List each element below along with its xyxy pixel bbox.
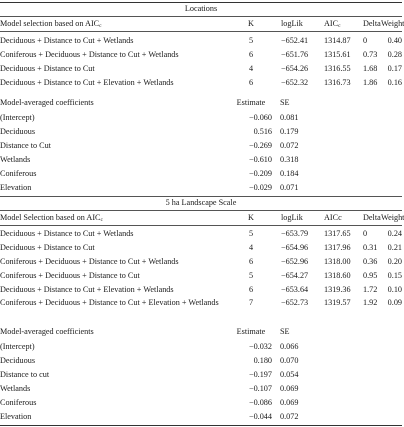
coef-row bbox=[0, 168, 402, 179]
k-header: K bbox=[248, 213, 254, 222]
model-k: 7 bbox=[248, 298, 254, 307]
model-delta: 0.36 bbox=[363, 257, 378, 266]
coef-estimate: −0.086 bbox=[248, 398, 272, 407]
model-loglik: −652.73 bbox=[281, 298, 309, 307]
coef-estimate: 0.516 bbox=[253, 127, 272, 136]
model-row bbox=[0, 35, 402, 46]
coef-name: Deciduous bbox=[0, 356, 36, 365]
model-delta: 0.73 bbox=[363, 50, 378, 59]
coef-row bbox=[0, 112, 402, 123]
coef-header-row bbox=[0, 97, 402, 108]
header-rule bbox=[0, 31, 402, 32]
k-header: K bbox=[248, 19, 254, 28]
coef-name: (Intercept) bbox=[0, 113, 35, 122]
model-aic: 1318.00 bbox=[324, 257, 351, 266]
model-aic: 1317.96 bbox=[324, 243, 351, 252]
coef-estimate: −0.107 bbox=[248, 384, 272, 393]
model-name: Deciduous + Distance to Cut + Wetlands bbox=[0, 229, 134, 238]
model-delta: 1.86 bbox=[363, 78, 378, 87]
coef-se: 0.069 bbox=[280, 398, 299, 407]
weight-header: Weight bbox=[381, 213, 404, 222]
model-header-row bbox=[0, 212, 402, 223]
aic-header: AICc bbox=[324, 213, 342, 222]
estimate-header: Estimate bbox=[236, 98, 266, 107]
model-row bbox=[0, 298, 402, 318]
model-k: 5 bbox=[248, 36, 254, 45]
coef-se: 0.066 bbox=[280, 342, 299, 351]
coef-row bbox=[0, 369, 402, 380]
model-delta: 1.72 bbox=[363, 285, 378, 294]
model-delta: 0 bbox=[363, 36, 368, 45]
coef-estimate: −0.610 bbox=[248, 155, 272, 164]
model-loglik: −654.27 bbox=[281, 271, 309, 280]
table-title: Locations bbox=[184, 4, 218, 13]
coef-estimate: −0.197 bbox=[248, 370, 272, 379]
aic-header: $AIC_c$ bbox=[324, 19, 341, 29]
coef-estimate: −0.044 bbox=[248, 412, 272, 421]
coef-name: Coniferous bbox=[0, 398, 37, 407]
coef-se: 0.054 bbox=[280, 370, 299, 379]
model-loglik: −651.76 bbox=[281, 50, 309, 59]
coef-name: Coniferous bbox=[0, 169, 37, 178]
model-row bbox=[0, 256, 402, 267]
coef-se: 0.070 bbox=[280, 356, 299, 365]
model-aic: 1314.87 bbox=[324, 36, 351, 45]
model-aic: 1318.60 bbox=[324, 271, 351, 280]
model-delta: 0.31 bbox=[363, 243, 378, 252]
coef-name: Elevation bbox=[0, 183, 32, 192]
loglik-header: logLik bbox=[281, 19, 303, 28]
model-k: 4 bbox=[248, 64, 254, 73]
section-rule bbox=[0, 16, 402, 17]
model-weight: 0.20 bbox=[387, 257, 402, 266]
model-loglik: −652.96 bbox=[281, 257, 309, 266]
model-k: 5 bbox=[248, 271, 254, 280]
coef-row bbox=[0, 411, 402, 422]
coef-header-label: Model-averaged coefficients bbox=[0, 327, 94, 336]
coef-estimate: −0.029 bbox=[248, 183, 272, 192]
se-header: SE bbox=[280, 98, 290, 107]
model-aic: 1316.73 bbox=[324, 78, 351, 87]
model-name: Deciduous + Distance to Cut + Elevation + Wetlands bbox=[0, 285, 174, 294]
model-name: Coniferous + Deciduous + Distance to Cut + Wetlands bbox=[0, 257, 179, 266]
coef-row bbox=[0, 383, 402, 394]
model-weight: 0.21 bbox=[387, 243, 402, 252]
coef-se: 0.184 bbox=[280, 169, 299, 178]
model-weight: 0.10 bbox=[387, 285, 402, 294]
section-rule bbox=[0, 210, 402, 211]
coef-name: (Intercept) bbox=[0, 342, 35, 351]
weight-header: Weight bbox=[381, 19, 404, 28]
coef-header-row bbox=[0, 326, 402, 337]
model-name: Deciduous + Distance to Cut bbox=[0, 243, 95, 252]
coef-estimate: −0.269 bbox=[248, 141, 272, 150]
model-delta: 0 bbox=[363, 229, 368, 238]
coef-se: 0.072 bbox=[280, 412, 299, 421]
coef-se: 0.081 bbox=[280, 113, 299, 122]
model-loglik: −653.79 bbox=[281, 229, 309, 238]
coef-name: Wetlands bbox=[0, 155, 31, 164]
header-rule bbox=[0, 225, 402, 226]
model-k: 4 bbox=[248, 243, 254, 252]
coef-row bbox=[0, 140, 402, 151]
se-header: SE bbox=[280, 327, 290, 336]
model-name: Deciduous + Distance to Cut + Elevation + Wetlands bbox=[0, 78, 174, 87]
section-caption: 5 ha Landscape Scale bbox=[165, 198, 237, 207]
coef-row bbox=[0, 341, 402, 352]
model-header-label: Model Selection based on $AIC_c$ bbox=[0, 213, 103, 223]
model-weight: 0.16 bbox=[387, 78, 402, 87]
model-row bbox=[0, 270, 402, 281]
model-row bbox=[0, 63, 402, 74]
model-row bbox=[0, 242, 402, 253]
coef-name: Elevation bbox=[0, 412, 32, 421]
model-k: 6 bbox=[248, 78, 254, 87]
coef-se: 0.069 bbox=[280, 384, 299, 393]
model-delta: 1.68 bbox=[363, 64, 378, 73]
model-loglik: −652.32 bbox=[281, 78, 309, 87]
model-weight: 0.09 bbox=[387, 298, 402, 307]
model-name: Coniferous + Deciduous + Distance to Cut + Wetlands bbox=[0, 50, 179, 59]
model-header-label: Model selection based on $AIC_c$ bbox=[0, 19, 102, 29]
coef-name: Deciduous bbox=[0, 127, 36, 136]
model-loglik: −653.64 bbox=[281, 285, 309, 294]
model-k: 6 bbox=[248, 50, 254, 59]
coef-se: 0.071 bbox=[280, 183, 299, 192]
delta-header: Delta bbox=[363, 19, 381, 28]
model-aic: 1315.61 bbox=[324, 50, 351, 59]
model-loglik: −654.96 bbox=[281, 243, 309, 252]
model-weight: 0.24 bbox=[387, 229, 402, 238]
coef-estimate: 0.180 bbox=[253, 356, 272, 365]
coef-row bbox=[0, 355, 402, 366]
coef-se: 0.179 bbox=[280, 127, 299, 136]
model-weight: 0.15 bbox=[387, 271, 402, 280]
table-bottom-rule bbox=[0, 425, 402, 426]
model-loglik: −654.26 bbox=[281, 64, 309, 73]
model-row bbox=[0, 284, 402, 295]
model-aic: 1319.57 bbox=[324, 298, 351, 307]
coef-row bbox=[0, 154, 402, 165]
model-name: Deciduous + Distance to Cut bbox=[0, 64, 95, 73]
coef-estimate: −0.209 bbox=[248, 169, 272, 178]
model-aic: 1316.55 bbox=[324, 64, 351, 73]
model-row bbox=[0, 49, 402, 60]
model-weight: 0.28 bbox=[387, 50, 402, 59]
model-aic: 1319.36 bbox=[324, 285, 351, 294]
model-name: Coniferous + Deciduous + Distance to Cut bbox=[0, 271, 140, 280]
model-row bbox=[0, 228, 402, 239]
model-header-row bbox=[0, 18, 402, 29]
model-name: Deciduous + Distance to Cut + Wetlands bbox=[0, 36, 134, 45]
coef-se: 0.072 bbox=[280, 141, 299, 150]
coef-se: 0.318 bbox=[280, 155, 299, 164]
coef-estimate: −0.032 bbox=[248, 342, 272, 351]
model-k: 5 bbox=[248, 229, 254, 238]
delta-header: Delta bbox=[363, 213, 381, 222]
coef-row bbox=[0, 126, 402, 137]
model-k: 6 bbox=[248, 257, 254, 266]
model-weight: 0.40 bbox=[387, 36, 402, 45]
model-delta: 1.92 bbox=[363, 298, 378, 307]
coef-row bbox=[0, 182, 402, 193]
model-aic: 1317.65 bbox=[324, 229, 351, 238]
model-loglik: −652.41 bbox=[281, 36, 309, 45]
coef-name: Wetlands bbox=[0, 384, 31, 393]
model-weight: 0.17 bbox=[387, 64, 402, 73]
estimate-header: Estimate bbox=[236, 327, 266, 336]
model-k: 6 bbox=[248, 285, 254, 294]
model-row bbox=[0, 77, 402, 88]
coef-header-label: Model-averaged coefficients bbox=[0, 98, 94, 107]
coef-estimate: −0.060 bbox=[248, 113, 272, 122]
model-delta: 0.95 bbox=[363, 271, 378, 280]
coef-row bbox=[0, 397, 402, 408]
coef-name: Distance to Cut bbox=[0, 141, 51, 150]
loglik-header: logLik bbox=[281, 213, 303, 222]
coef-name: Distance to cut bbox=[0, 370, 50, 379]
model-name: Coniferous + Deciduous + Distance to Cut + Elevation + Wetlands bbox=[0, 298, 219, 307]
